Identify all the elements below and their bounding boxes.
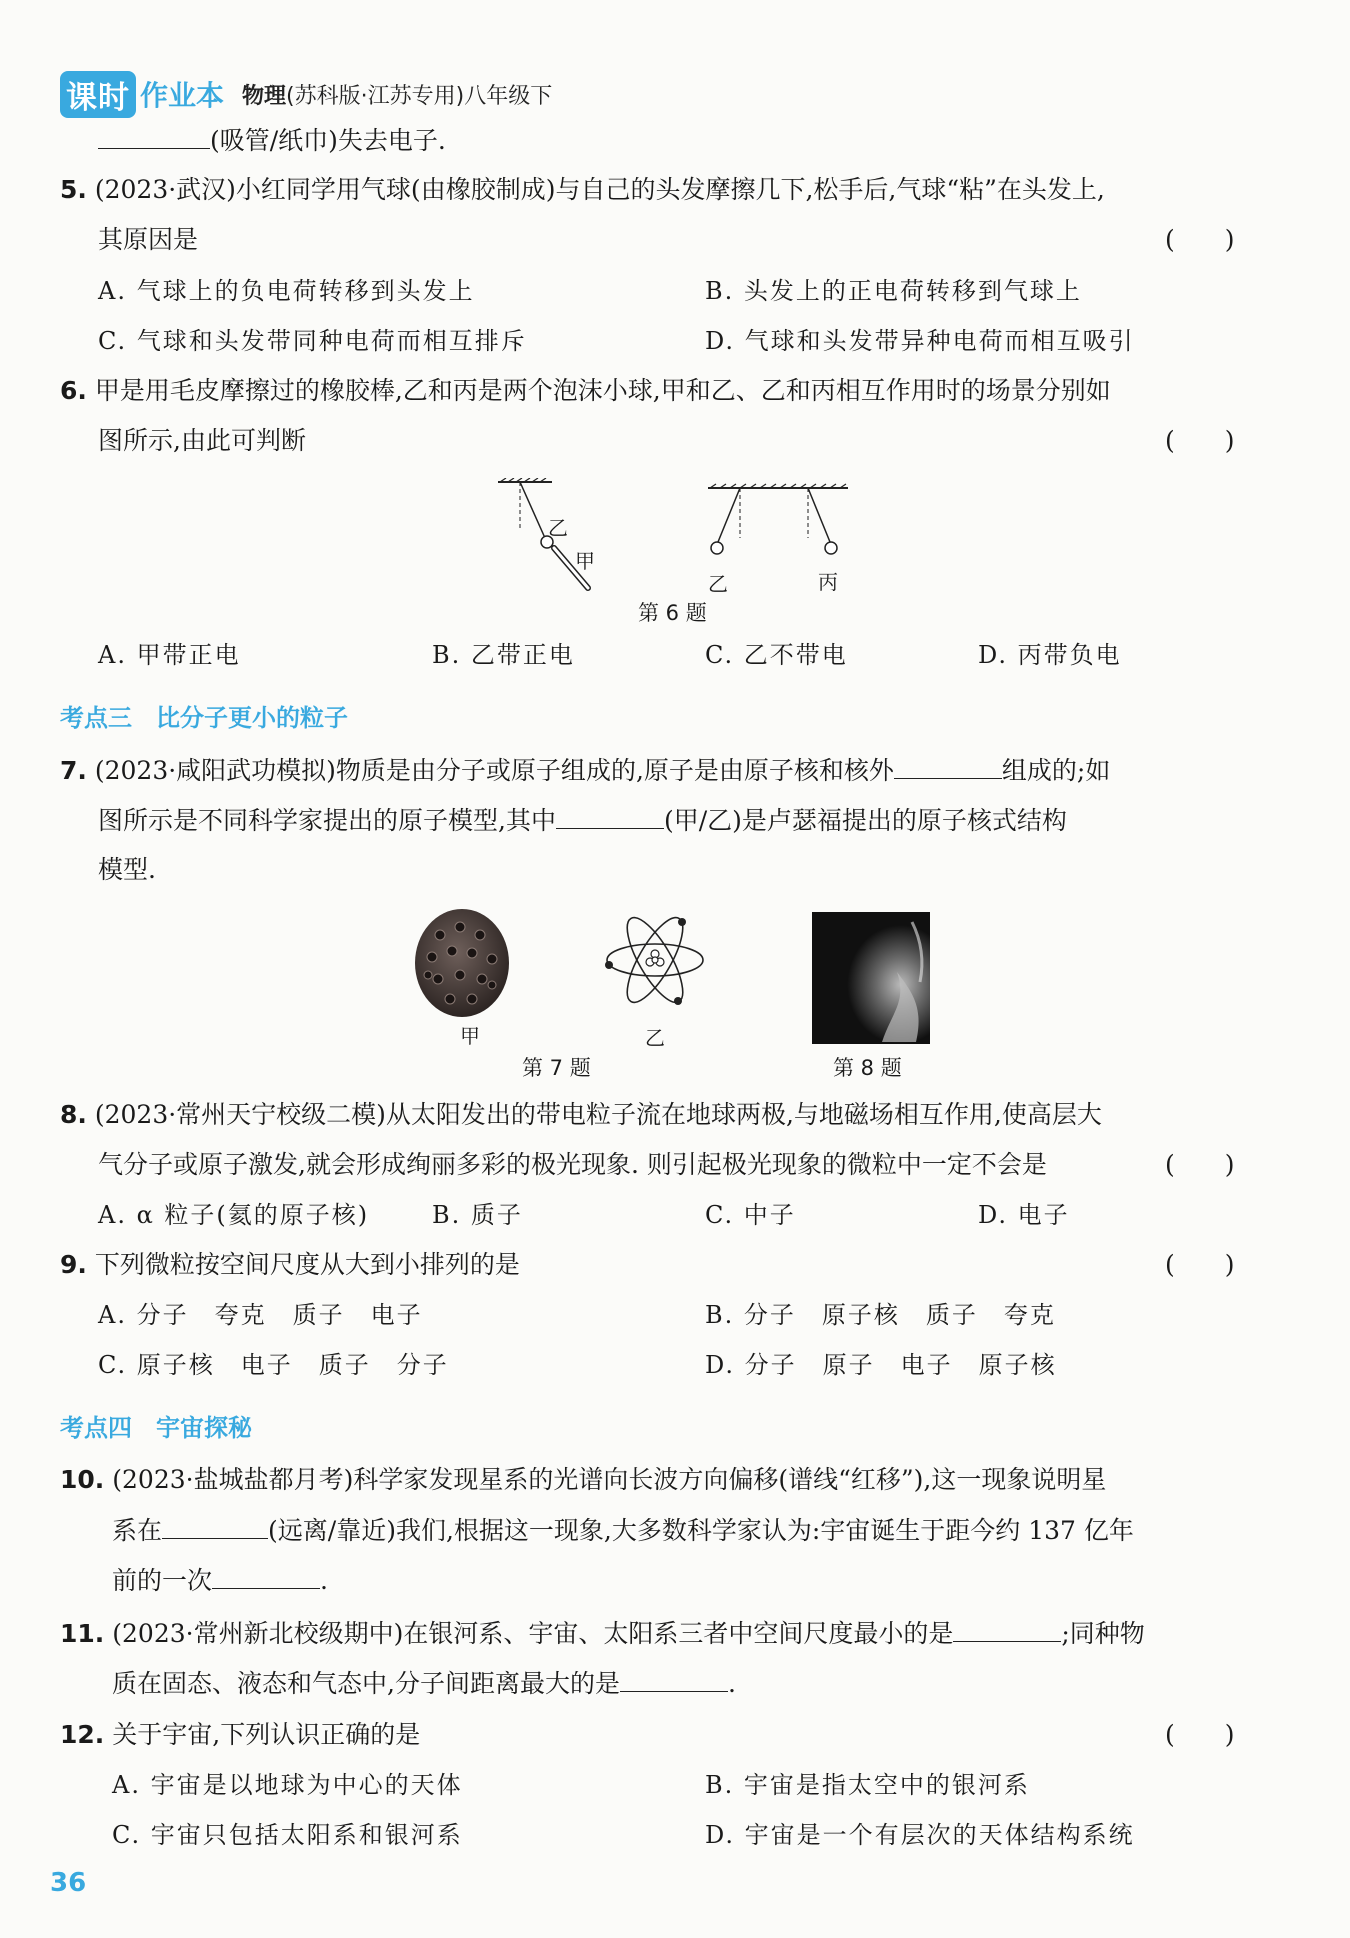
q5-option-b: B. 头发上的正电荷转移到气球上 <box>705 277 1082 305</box>
q4-tail-text: (吸管/纸巾)失去电子. <box>210 126 446 155</box>
q6-option-a: A. 甲带正电 <box>98 641 241 669</box>
q7-text1a: (2023·咸阳武功模拟)物质是由分子或原子组成的,原子是由原子核和核外 <box>94 756 894 785</box>
q6-number: 6. <box>60 376 87 405</box>
header-subtitle-rest: (苏科版·江苏专用)八年级下 <box>286 83 553 109</box>
q10-text2a: 系在 <box>112 1516 163 1545</box>
q5-line2: 其原因是 <box>98 225 199 254</box>
q8-line2: 气分子或原子激发,就会形成绚丽多彩的极光现象. 则引起极光现象的微粒中一定不会是 <box>98 1150 1047 1179</box>
q7-line1 <box>60 752 1110 789</box>
q8-line1 <box>60 1097 1102 1133</box>
q7-nuclear-atom-model <box>600 905 710 1015</box>
q8-answer-paren: ( ) <box>1165 1150 1235 1179</box>
q6-right-support <box>708 484 848 554</box>
q7-text2a: 图所示是不同科学家提出的原子模型,其中 <box>98 806 556 835</box>
q8-option-b: B. 质子 <box>432 1201 523 1229</box>
q5-option-d: D. 气球和头发带异种电荷而相互吸引 <box>705 327 1135 355</box>
q11-text2a: 质在固态、液态和气态中,分子间距离最大的是 <box>112 1669 620 1698</box>
q6-label-bing: 丙 <box>818 570 838 594</box>
section4-heading: 考点四 宇宙探秘 <box>60 1414 252 1442</box>
q7-blank1 <box>894 752 1002 779</box>
q6-option-b: B. 乙带正电 <box>432 641 575 669</box>
q12-option-a: A. 宇宙是以地球为中心的天体 <box>112 1771 463 1799</box>
q12-option-c: C. 宇宙只包括太阳系和银河系 <box>112 1821 463 1849</box>
q7-plum-pudding-model <box>410 905 510 1025</box>
logo-zuoye: 作业本 <box>140 79 225 112</box>
q10-text2b: (远离/靠近)我们,根据这一现象,大多数科学家认为:宇宙诞生于距今约 137 亿年 <box>268 1516 1134 1545</box>
q6-answer-paren: ( ) <box>1165 426 1235 455</box>
q9-option-a: A. 分子 夸克 质子 电子 <box>98 1301 423 1329</box>
q6-label-yi-left: 乙 <box>548 516 568 540</box>
q12-number: 12. <box>60 1720 105 1749</box>
q6-label-jia: 甲 <box>575 549 595 573</box>
q12-option-d: D. 宇宙是一个有层次的天体结构系统 <box>705 1821 1135 1849</box>
page-number: 36 <box>50 1868 87 1898</box>
q5-line1 <box>60 172 1105 208</box>
q12-line1 <box>60 1717 420 1753</box>
q9-option-c: C. 原子核 电子 质子 分子 <box>98 1351 449 1379</box>
q10-text3b: . <box>320 1566 328 1595</box>
q7-label-yi: 乙 <box>645 1026 665 1050</box>
q6-option-c: C. 乙不带电 <box>705 641 848 669</box>
q11-line2 <box>112 1665 736 1702</box>
q5-number: 5. <box>60 175 87 204</box>
q12-option-b: B. 宇宙是指太空中的银河系 <box>705 1771 1030 1799</box>
q11-text1a: (2023·常州新北校级期中)在银河系、宇宙、太阳系三者中空间尺度最小的是 <box>112 1619 954 1648</box>
q8-aurora-photo <box>812 912 930 1044</box>
q6-figure <box>490 478 860 598</box>
section3-heading: 考点三 比分子更小的粒子 <box>60 704 348 732</box>
q5-text1: (2023·武汉)小红同学用气球(由橡胶制成)与自己的头发摩擦几下,松手后,气球“粘”在头发上, <box>94 175 1105 204</box>
q7-caption: 第 7 题 <box>522 1056 591 1080</box>
q7-text2b: (甲/乙)是卢瑟福提出的原子核式结构 <box>663 806 1067 835</box>
q10-text3a: 前的一次 <box>112 1566 213 1595</box>
q7-line2 <box>98 802 1067 839</box>
q11-blank1 <box>953 1615 1061 1642</box>
q10-line2 <box>112 1512 1134 1549</box>
q6-label-yi-right: 乙 <box>708 572 728 596</box>
q11-text2b: . <box>727 1669 736 1698</box>
q5-option-c: C. 气球和头发带同种电荷而相互排斥 <box>98 327 527 355</box>
q8-number: 8. <box>60 1100 87 1129</box>
q11-number: 11. <box>60 1619 105 1648</box>
q8-option-a: A. α 粒子(氦的原子核) <box>98 1201 370 1229</box>
q10-number: 10. <box>60 1465 105 1494</box>
q6-text1: 甲是用毛皮摩擦过的橡胶棒,乙和丙是两个泡沫小球,甲和乙、乙和丙相互作用时的场景分别如 <box>94 376 1111 405</box>
q10-blank2 <box>212 1562 320 1589</box>
q12-answer-paren: ( ) <box>1165 1720 1235 1749</box>
q4-tail <box>98 122 446 159</box>
q4-blank <box>98 122 210 149</box>
q5-option-a: A. 气球上的负电荷转移到头发上 <box>98 277 475 305</box>
q6-line2: 图所示,由此可判断 <box>98 426 306 455</box>
q6-caption: 第 6 题 <box>638 601 707 625</box>
q6-option-d: D. 丙带负电 <box>978 641 1122 669</box>
q9-answer-paren: ( ) <box>1165 1250 1235 1279</box>
q11-line1 <box>60 1615 1145 1652</box>
q10-line1 <box>60 1462 1106 1498</box>
q7-blank2 <box>556 802 664 829</box>
q9-option-b: B. 分子 原子核 质子 夸克 <box>705 1301 1056 1329</box>
q10-blank1 <box>162 1512 268 1539</box>
q11-text1b: ;同种物 <box>1061 1619 1145 1648</box>
q7-number: 7. <box>60 756 87 785</box>
q7-text1b: 组成的;如 <box>1001 756 1111 785</box>
q7-label-jia: 甲 <box>460 1024 480 1048</box>
logo-ke: 课时 <box>60 71 136 118</box>
q12-text1: 关于宇宙,下列认识正确的是 <box>112 1720 421 1749</box>
q10-line3 <box>112 1562 328 1599</box>
q8-option-d: D. 电子 <box>978 1201 1070 1229</box>
q9-line1 <box>60 1247 520 1283</box>
q9-number: 9. <box>60 1250 87 1279</box>
header-subtitle <box>242 79 552 110</box>
q9-text1: 下列微粒按空间尺度从大到小排列的是 <box>94 1250 520 1279</box>
q6-line1 <box>60 373 1111 409</box>
q11-blank2 <box>620 1665 728 1692</box>
q9-option-d: D. 分子 原子 电子 原子核 <box>705 1351 1057 1379</box>
q8-caption: 第 8 题 <box>833 1056 902 1080</box>
logo <box>60 71 224 118</box>
q8-text1: (2023·常州天宁校级二模)从太阳发出的带电粒子流在地球两极,与地磁场相互作用,使高层大 <box>94 1100 1102 1129</box>
page-header <box>60 72 552 116</box>
q10-text1: (2023·盐城盐都月考)科学家发现星系的光谱向长波方向偏移(谱线“红移”),这一现象说明星 <box>112 1465 1107 1494</box>
q5-answer-paren: ( ) <box>1165 225 1235 254</box>
q8-option-c: C. 中子 <box>705 1201 796 1229</box>
q7-line3: 模型. <box>98 855 156 884</box>
header-subject: 物理 <box>242 83 287 109</box>
